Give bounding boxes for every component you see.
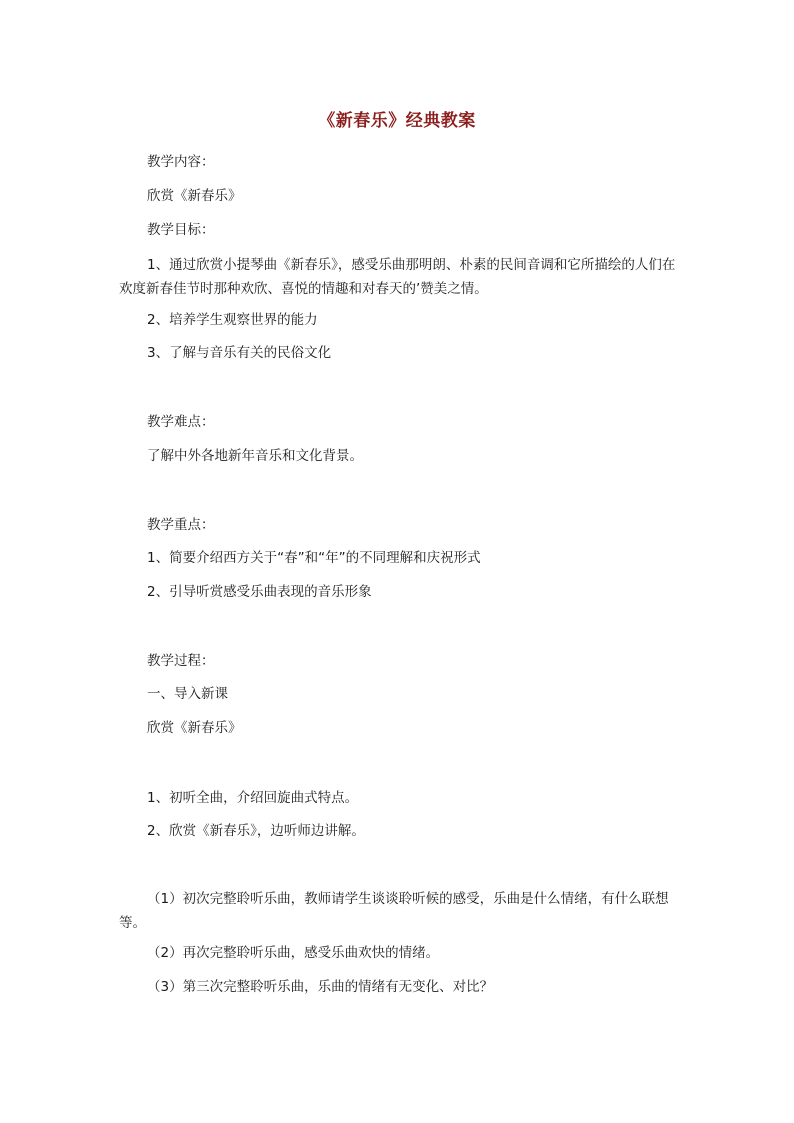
difficulty-text: 了解中外各地新年音乐和文化背景。 [147,448,363,464]
goal-item-1: 1、通过欣赏小提琴曲《新春乐》，感受乐曲那明朗、朴素的民间音调和它所描绘的人们在欢度新春佳节时那种欢欣、喜悦的情趣和对春天的’赞美之情。 [119,257,676,297]
key-point-1: 1、简要介绍西方关于“春”和“年”的不同理解和庆祝形式 [147,550,481,566]
process-substep-1: （1）初次完整聆听乐曲，教师请学生谈谈聆听候的感受，乐曲是什么情绪，有什么联想等。 [119,891,669,931]
process-substep-2: （2）再次完整聆听乐曲，感受乐曲欢快的情绪。 [147,945,440,961]
process-section-1: 一、导入新课 [147,686,228,702]
process-substep-3: （3）第三次完整聆听乐曲，乐曲的情绪有无变化、对比？ [147,979,494,995]
goal-item-2: 2、培养学生观察世界的能力 [147,312,318,328]
process-step-1: 1、初听全曲，介绍回旋曲式特点。 [147,790,359,806]
key-point-2: 2、引导听赏感受乐曲表现的音乐形象 [147,584,372,600]
document-title: 《新春乐》经典教案 [318,111,476,131]
content-label: 教学内容： [147,154,215,170]
goals-label: 教学目标： [147,222,215,238]
process-section-1-text: 欣赏《新春乐》 [147,720,242,736]
content-text: 欣赏《新春乐》 [147,188,242,204]
process-step-2: 2、欣赏《新春乐》，边听师边讲解。 [147,823,365,839]
goal-item-3: 3、了解与音乐有关的民俗文化 [147,345,332,361]
process-label: 教学过程： [147,653,215,669]
key-label: 教学重点： [147,517,215,533]
difficulty-label: 教学难点： [147,414,215,430]
